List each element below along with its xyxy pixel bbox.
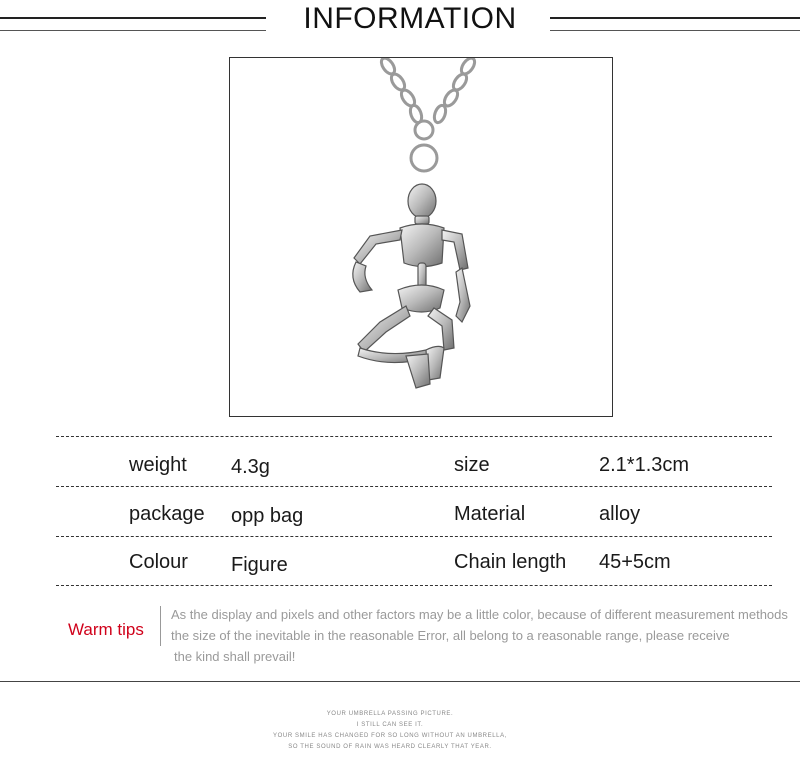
- header-rule-right-bottom: [550, 30, 800, 31]
- warm-tips-line: the kind shall prevail!: [174, 649, 296, 664]
- header-rule-left-top: [0, 17, 266, 19]
- spec-value-colour: Figure: [231, 554, 288, 576]
- table-divider: [56, 536, 772, 537]
- spec-value-size: 2.1*1.3cm: [599, 454, 690, 476]
- skeleton-pendant-icon: [230, 58, 613, 417]
- chain: [379, 58, 478, 171]
- spec-value-chain-length: 45+5cm: [599, 551, 671, 573]
- spec-label-material: Material: [454, 503, 526, 525]
- footer-line: SO THE SOUND OF RAIN WAS HEARD CLEARLY THAT YEAR.: [288, 744, 492, 750]
- spec-value-material: alloy: [599, 503, 641, 525]
- spec-value-weight: 4.3g: [231, 456, 270, 478]
- skeleton: [353, 184, 470, 388]
- footer-rule: [0, 681, 800, 682]
- product-photo: [229, 57, 613, 417]
- footer-line: I STILL CAN SEE IT.: [356, 722, 424, 728]
- spec-label-size: size: [454, 454, 490, 476]
- table-divider: [56, 486, 772, 487]
- header-rule-left-bottom: [0, 30, 266, 31]
- warm-tips-label: Warm tips: [68, 620, 144, 639]
- warm-tips-line: As the display and pixels and other factors may be a little color, because of different measurement methods: [171, 607, 788, 622]
- spec-label-package: package: [129, 503, 205, 525]
- footer-line: YOUR SMILE HAS CHANGED FOR SO LONG WITHOUT AN UMBRELLA,: [273, 733, 507, 739]
- table-divider: [56, 585, 772, 586]
- header-rule-right-top: [550, 17, 800, 19]
- spec-value-package: opp bag: [231, 505, 304, 527]
- page-title: INFORMATION: [303, 2, 517, 35]
- spec-label-colour: Colour: [129, 551, 188, 573]
- warm-tips-separator: [160, 606, 161, 646]
- footer-line: YOUR UMBRELLA PASSING PICTURE.: [326, 711, 454, 717]
- table-divider: [56, 436, 772, 437]
- warm-tips-line: the size of the inevitable in the reasonable Error, all belong to a reasonable range, please receive: [171, 628, 730, 643]
- spec-label-chain-length: Chain length: [454, 551, 567, 573]
- spec-label-weight: weight: [129, 454, 187, 476]
